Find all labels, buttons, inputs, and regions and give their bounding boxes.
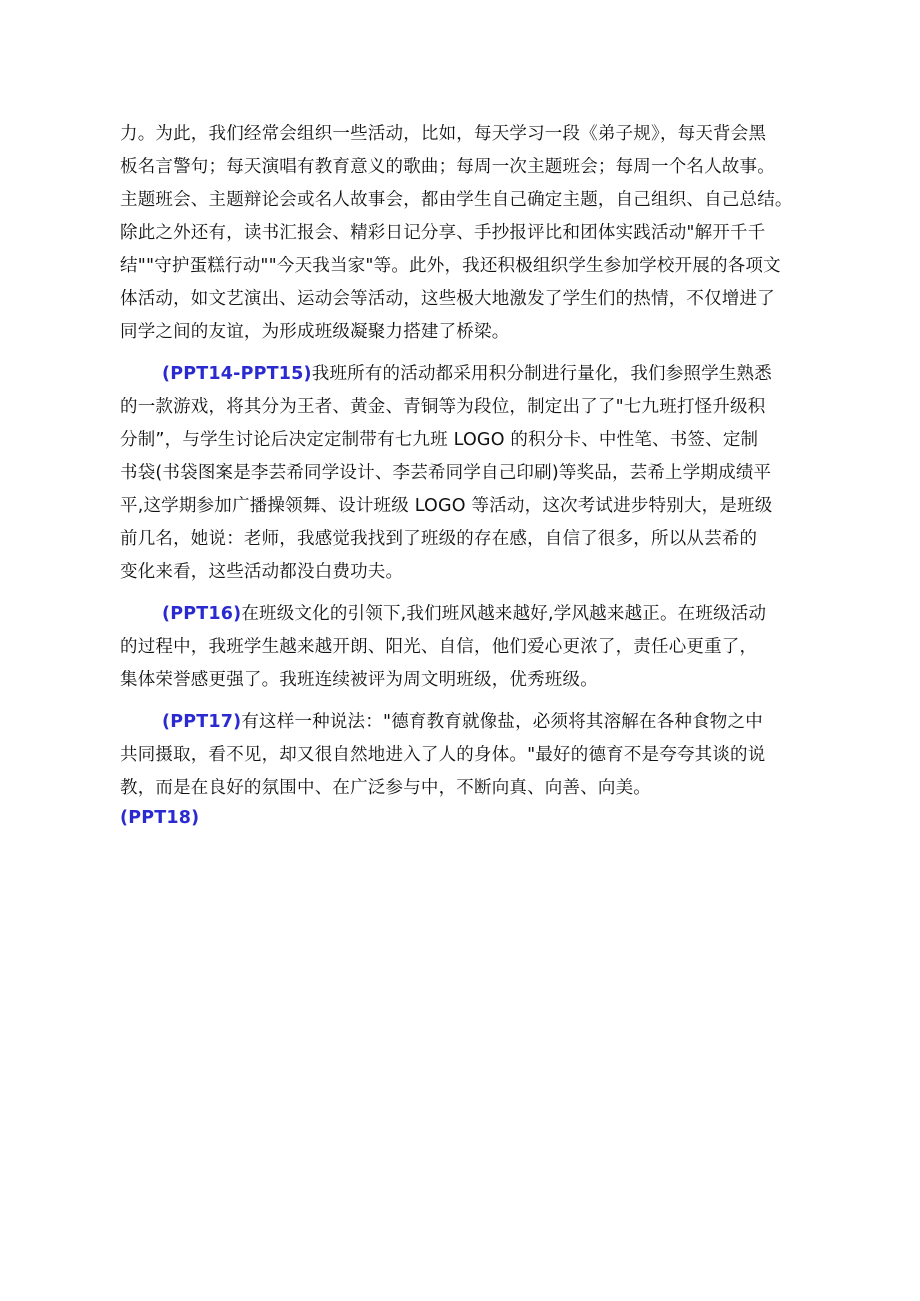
paragraph-line: 结""守护蛋糕行动""今天我当家"等。此外，我还积极组织学生参加学校开展的各项文	[120, 256, 781, 276]
paragraph-line: 平,这学期参加广播操领舞、设计班级 LOGO 等活动，这次考试进步特别大，是班级	[120, 496, 773, 516]
paragraph-line: 力。为此，我们经常会组织一些活动，比如，每天学习一段《弟子规》，每天背会黑	[120, 124, 767, 144]
ppt-reference-tag: (PPT16)	[162, 604, 242, 624]
ppt-reference-tag: (PPT18)	[120, 808, 200, 828]
paragraph-first-line	[162, 362, 772, 386]
paragraph-first-line	[162, 710, 763, 734]
paragraph-line: 除此之外还有，读书汇报会、精彩日记分享、手抄报评比和团体实践活动"解开千千	[120, 223, 766, 243]
paragraph-line: 的过程中，我班学生越来越开朗、阳光、自信，他们爱心更浓了，责任心更重了，	[120, 637, 758, 657]
paragraph-first-line	[120, 806, 199, 830]
paragraph-line: 前几名，她说：老师，我感觉我找到了班级的存在感，自信了很多，所以从芸希的	[120, 529, 758, 549]
paragraph-text: 有这样一种说法："德育教育就像盐，必须将其溶解在各种食物之中	[241, 712, 763, 732]
paragraph-first-line	[162, 602, 766, 626]
paragraph-line: 分制”，与学生讨论后决定定制带有七九班 LOGO 的积分卡、中性笔、书签、定制	[120, 430, 759, 450]
paragraph-line: 教，而是在良好的氛围中、在广泛参与中，不断向真、向善、向美。	[120, 778, 651, 798]
paragraph-line: 板名言警句；每天演唱有教育意义的歌曲；每周一次主题班会；每周一个名人故事。	[120, 157, 775, 177]
paragraph-line: 集体荣誉感更强了。我班连续被评为周文明班级，优秀班级。	[120, 670, 598, 690]
paragraph-line: 变化来看，这些活动都没白费功夫。	[120, 562, 404, 582]
ppt-reference-tag: (PPT14-PPT15)	[162, 364, 312, 384]
paragraph-text: 我班所有的活动都采用积分制进行量化，我们参照学生熟悉	[311, 364, 772, 384]
paragraph-text: 在班级文化的引领下,我们班风越来越好,学风越来越正。在班级活动	[241, 604, 767, 624]
paragraph-line: 体活动，如文艺演出、运动会等活动，这些极大地激发了学生们的热情，不仅增进了	[120, 289, 775, 309]
ppt-reference-tag: (PPT17)	[162, 712, 242, 732]
paragraph-line: 的一款游戏，将其分为王者、黄金、青铜等为段位，制定出了了"七九班打怪升级积	[120, 397, 766, 417]
paragraph-line: 主题班会、主题辩论会或名人故事会，都由学生自己确定主题，自己组织、自己总结。	[120, 190, 793, 210]
paragraph-line: 共同摄取，看不见，却又很自然地进入了人的身体。"最好的德育不是夸夸其谈的说	[120, 745, 766, 765]
paragraph-line: 同学之间的友谊，为形成班级凝聚力搭建了桥梁。	[120, 322, 510, 342]
paragraph-line: 书袋(书袋图案是李芸希同学设计、李芸希同学自己印刷)等奖品，芸希上学期成绩平	[120, 463, 772, 483]
